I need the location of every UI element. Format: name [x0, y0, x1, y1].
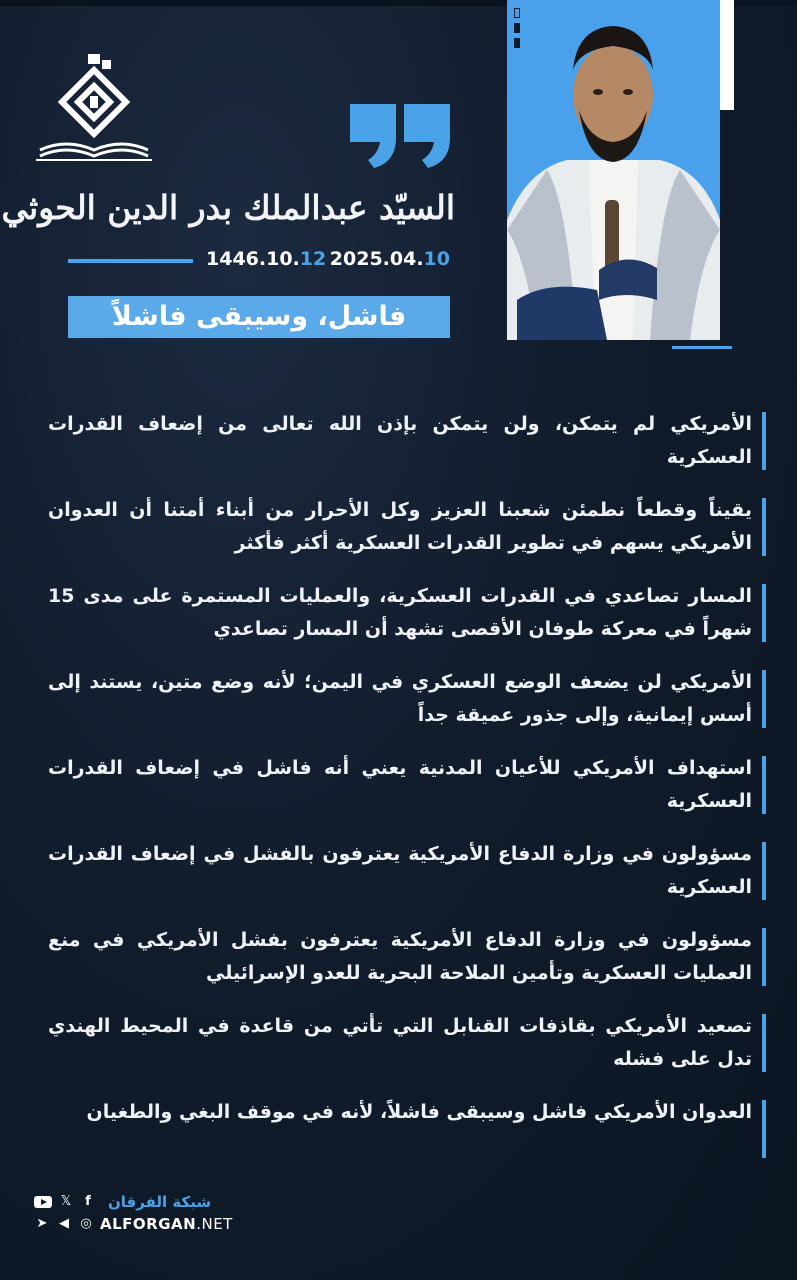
- list-item: استهداف الأمريكي للأعيان المدنية يعني أنه فاشل في إضعاف القدرات العسكرية: [48, 752, 766, 818]
- website-link[interactable]: ALFORGAN.NET: [100, 1215, 233, 1233]
- date-gregorian: 2025.04.10: [329, 248, 450, 270]
- send-icon[interactable]: ➤: [36, 1216, 48, 1231]
- list-item: مسؤولون في وزارة الدفاع الأمريكية يعترفون بالفشل في إضعاف القدرات العسكرية: [48, 838, 766, 904]
- footer: [34, 1192, 294, 1236]
- date-divider: [68, 259, 193, 263]
- quote-points-list: [48, 408, 766, 1182]
- photo-underline: [672, 346, 732, 349]
- instagram-icon[interactable]: ◎: [80, 1216, 92, 1231]
- network-name: شبكة الفرقان: [108, 1193, 212, 1211]
- list-item: الأمريكي لم يتمكن، ولن يتمكن بإذن الله تعالى من إضعاف القدرات العسكرية: [48, 408, 766, 474]
- alforgan-logo: [36, 50, 152, 168]
- quote-mark-icon: [350, 100, 450, 168]
- speaker-name: السيّد عبدالملك بدر الدين الحوثي: [1, 188, 455, 227]
- social-row: [34, 1192, 211, 1212]
- list-item: المسار تصاعدي في القدرات العسكرية، والعمليات المستمرة على مدى 15 شهراً في معركة طوفان الأقصى تشهد أن المسار تصاعدي: [48, 580, 766, 646]
- telegram-icon[interactable]: ◀: [59, 1216, 69, 1231]
- speaker-photo: [507, 0, 720, 340]
- photo-markers: [514, 8, 522, 53]
- youtube-icon[interactable]: [34, 1196, 52, 1208]
- list-item: مسؤولون في وزارة الدفاع الأمريكية يعترفون بفشل الأمريكي في منع العمليات العسكرية وتأمين الملاحة البحرية للعدو الإسرائيلي: [48, 924, 766, 990]
- date-hijri: 1446.10.12: [206, 248, 327, 270]
- list-item: تصعيد الأمريكي بقاذفات القنابل التي تأتي من قاعدة في المحيط الهندي تدل على فشله: [48, 1010, 766, 1076]
- list-item: العدوان الأمريكي فاشل وسيبقى فاشلاً، لأنه في موقف البغي والطغيان: [48, 1096, 766, 1162]
- list-item: يقيناً وقطعاً نطمئن شعبنا العزيز وكل الأحرار من أبناء أمتنا أن العدوان الأمريكي يسهم في تطوير القدرات العسكرية أكثر فأكثر: [48, 494, 766, 560]
- url-row: [34, 1214, 233, 1234]
- headline-banner: فاشل، وسيبقى فاشلاً: [68, 296, 450, 338]
- photo-side-bar: [720, 0, 734, 110]
- facebook-icon[interactable]: f: [85, 1194, 91, 1209]
- x-icon[interactable]: 𝕏: [60, 1194, 72, 1209]
- list-item: الأمريكي لن يضعف الوضع العسكري في اليمن؛ لأنه وضع متين، يستند إلى أسس إيمانية، وإلى جذور عميقة جداً: [48, 666, 766, 732]
- portrait-illustration: [507, 0, 720, 340]
- date-row: [68, 248, 450, 274]
